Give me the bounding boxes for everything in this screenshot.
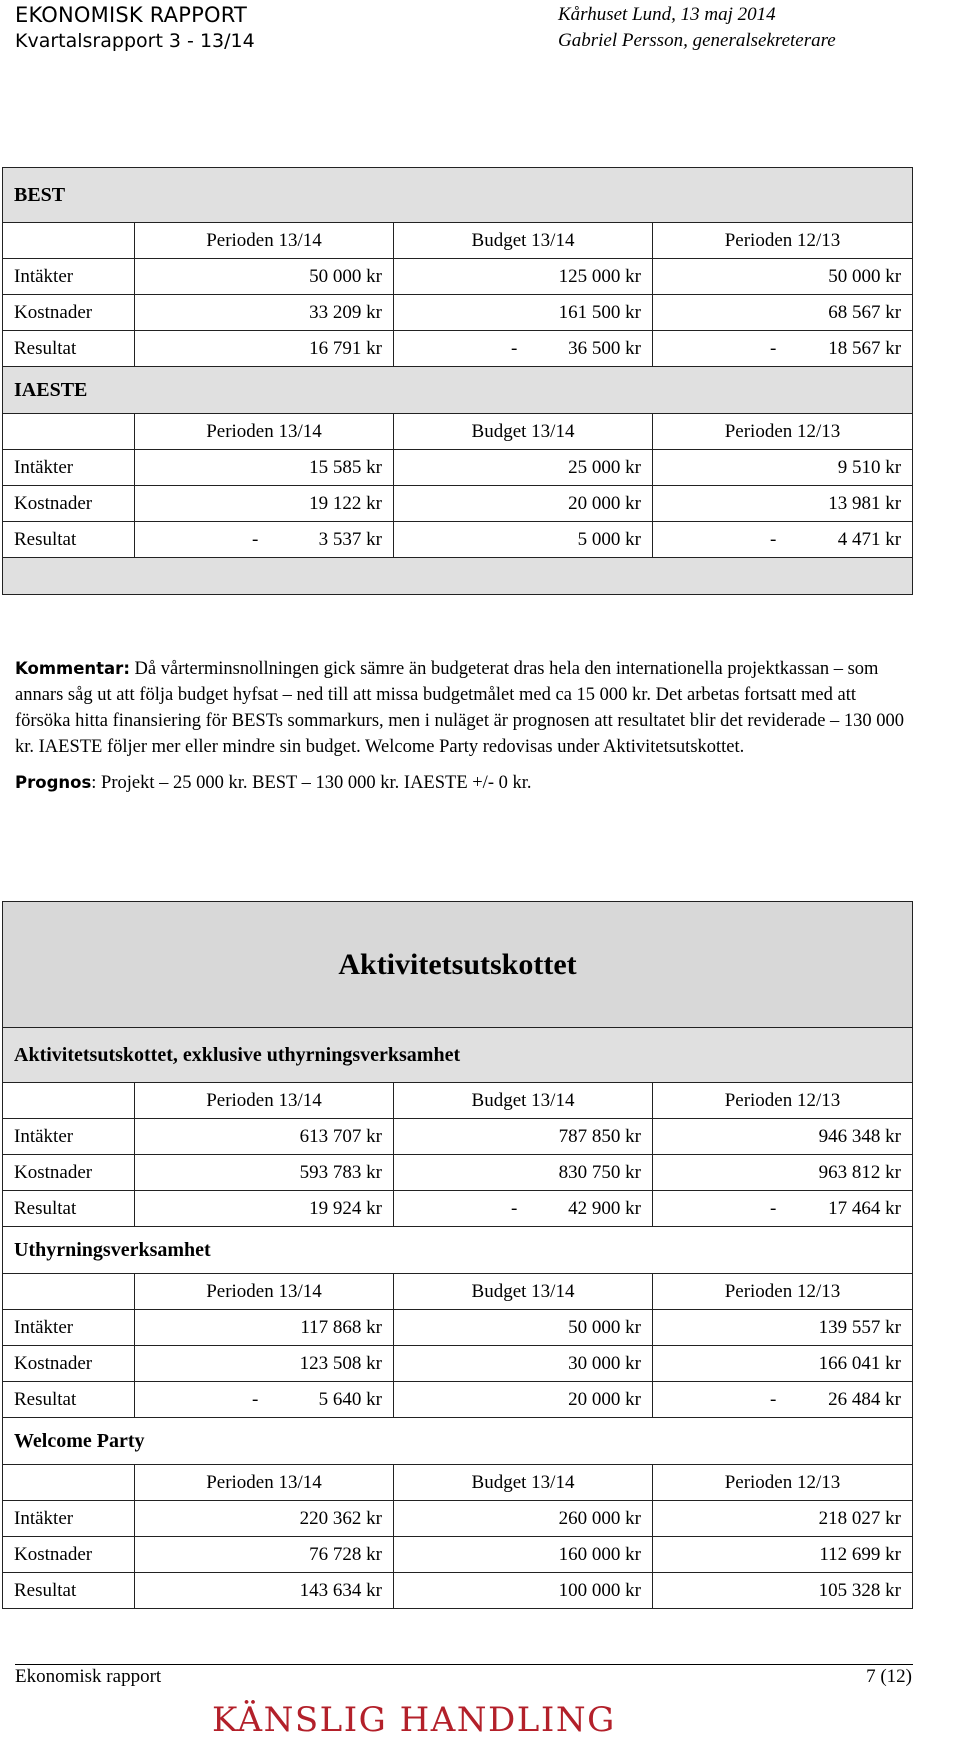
prognosis-label: Prognos <box>15 773 92 792</box>
col-header: Budget 13/14 <box>394 1465 653 1501</box>
cell: 42 900 kr <box>568 1197 641 1219</box>
cell: 260 000 kr <box>394 1501 653 1537</box>
cell: 125 000 kr <box>394 259 653 295</box>
row-label: Kostnader <box>3 1155 135 1191</box>
cell: 613 707 kr <box>135 1119 394 1155</box>
table-row <box>3 522 913 558</box>
table-row <box>3 1537 913 1573</box>
table-row <box>3 1573 913 1609</box>
col-header: Budget 13/14 <box>394 414 653 450</box>
minus-sign: - <box>770 528 777 550</box>
cell: 19 122 kr <box>135 486 394 522</box>
cell: 20 000 kr <box>394 486 653 522</box>
table-row <box>3 1155 913 1191</box>
cell: 5 640 kr <box>318 1388 382 1410</box>
cell: 26 484 kr <box>828 1388 901 1410</box>
prognosis-paragraph <box>15 770 915 796</box>
col-header: Perioden 12/13 <box>653 1465 913 1501</box>
col-header: Budget 13/14 <box>394 1083 653 1119</box>
table-row <box>3 331 913 367</box>
cell: 830 750 kr <box>394 1155 653 1191</box>
comment-label: Kommentar: <box>15 659 130 678</box>
minus-sign: - <box>770 1388 777 1410</box>
page-header-left <box>15 2 255 54</box>
minus-sign: - <box>511 337 518 359</box>
activity-title: Aktivitetsutskottet <box>3 902 913 1028</box>
activity-table <box>2 901 913 1609</box>
page-number: 7 (12) <box>866 1666 912 1687</box>
col-header: Perioden 13/14 <box>135 223 394 259</box>
minus-sign: - <box>770 1197 777 1219</box>
table-row <box>3 1191 913 1227</box>
cell: 16 791 kr <box>309 337 382 359</box>
table-row <box>3 295 913 331</box>
welcome-section-title: Welcome Party <box>3 1418 913 1465</box>
author: Gabriel Persson, generalsekreterare <box>558 30 836 51</box>
row-label: Kostnader <box>3 1346 135 1382</box>
cell: 218 027 kr <box>653 1501 913 1537</box>
best-section-title: BEST <box>3 168 913 223</box>
table-row <box>3 1346 913 1382</box>
cell: 68 567 kr <box>653 295 913 331</box>
row-label: Intäkter <box>3 1310 135 1346</box>
row-label: Resultat <box>3 1191 135 1227</box>
footer-divider <box>15 1664 913 1665</box>
cell: 143 634 kr <box>135 1573 394 1609</box>
comment-paragraph <box>15 656 915 760</box>
cell: 50 000 kr <box>394 1310 653 1346</box>
cell: 17 464 kr <box>828 1197 901 1219</box>
minus-sign: - <box>770 337 777 359</box>
row-label: Intäkter <box>3 259 135 295</box>
confidential-stamp: KÄNSLIG HANDLING <box>212 1700 616 1740</box>
table-row <box>3 486 913 522</box>
cell: 20 000 kr <box>568 1388 641 1410</box>
table-row <box>3 1382 913 1418</box>
col-header: Perioden 12/13 <box>653 1083 913 1119</box>
cell: 166 041 kr <box>653 1346 913 1382</box>
cell: 946 348 kr <box>653 1119 913 1155</box>
cell: 50 000 kr <box>653 259 913 295</box>
report-subtitle: Kvartalsrapport 3 - 13/14 <box>15 30 255 52</box>
cell: 19 924 kr <box>309 1197 382 1219</box>
col-header: Perioden 13/14 <box>135 1465 394 1501</box>
prognosis-text: : Projekt – 25 000 kr. BEST – 130 000 kr. IAESTE +/- 0 kr. <box>91 773 532 793</box>
page-header-right <box>558 2 836 54</box>
col-header: Budget 13/14 <box>394 223 653 259</box>
minus-sign: - <box>252 1388 259 1410</box>
cell: 161 500 kr <box>394 295 653 331</box>
cell: 593 783 kr <box>135 1155 394 1191</box>
cell: 105 328 kr <box>653 1573 913 1609</box>
cell: 160 000 kr <box>394 1537 653 1573</box>
row-label: Kostnader <box>3 1537 135 1573</box>
row-label: Kostnader <box>3 486 135 522</box>
cell: 220 362 kr <box>135 1501 394 1537</box>
table-row <box>3 1501 913 1537</box>
cell: 36 500 kr <box>568 337 641 359</box>
cell: 15 585 kr <box>135 450 394 486</box>
cell: 9 510 kr <box>653 450 913 486</box>
row-label: Resultat <box>3 522 135 558</box>
cell: 50 000 kr <box>135 259 394 295</box>
cell: 112 699 kr <box>653 1537 913 1573</box>
col-header: Perioden 13/14 <box>135 414 394 450</box>
cell: 18 567 kr <box>828 337 902 359</box>
excl-section-title: Aktivitetsutskottet, exklusive uthyrningsverksamhet <box>3 1028 913 1083</box>
row-label: Intäkter <box>3 1119 135 1155</box>
cell: 3 537 kr <box>318 528 382 550</box>
col-header: Perioden 12/13 <box>653 223 913 259</box>
col-header: Perioden 12/13 <box>653 1274 913 1310</box>
project-table <box>2 167 913 595</box>
iaeste-section-title: IAESTE <box>3 367 913 414</box>
row-label: Intäkter <box>3 1501 135 1537</box>
report-title: EKONOMISK RAPPORT <box>15 3 248 27</box>
cell: 787 850 kr <box>394 1119 653 1155</box>
footer-doc-name: Ekonomisk rapport <box>15 1666 162 1687</box>
cell: 30 000 kr <box>394 1346 653 1382</box>
cell: 963 812 kr <box>653 1155 913 1191</box>
row-label: Intäkter <box>3 450 135 486</box>
row-label: Resultat <box>3 1382 135 1418</box>
blank-footer-row <box>3 558 913 595</box>
cell: 25 000 kr <box>394 450 653 486</box>
cell: 123 508 kr <box>135 1346 394 1382</box>
minus-sign: - <box>511 1197 518 1219</box>
table-row <box>3 259 913 295</box>
col-header: Perioden 12/13 <box>653 414 913 450</box>
table-row <box>3 1119 913 1155</box>
cell: 33 209 kr <box>135 295 394 331</box>
col-header: Budget 13/14 <box>394 1274 653 1310</box>
minus-sign: - <box>252 528 259 550</box>
cell: 76 728 kr <box>135 1537 394 1573</box>
cell: 5 000 kr <box>577 528 641 550</box>
rental-section-title: Uthyrningsverksamhet <box>3 1227 913 1274</box>
cell: 139 557 kr <box>653 1310 913 1346</box>
comment-block <box>15 656 915 796</box>
col-header: Perioden 13/14 <box>135 1274 394 1310</box>
row-label: Resultat <box>3 1573 135 1609</box>
comment-text: Då vårterminsnollningen gick sämre än budgeterat dras hela den internationella projektkassan – som annars såg ut att följa budget hyfsat – ned till att missa budgetmålet med ca 15 000 kr. Det arbetas fortsatt med att försöka hitta finansiering för BESTs sommarkurs, men i nuläget är prognosen att resultatet blir det reviderade – 130 000 kr. IAESTE följer mer eller mindre sin budget. Welcome Party redovisas under Aktivitetsutskottet. <box>15 659 905 757</box>
cell: 4 471 kr <box>837 528 902 550</box>
row-label: Resultat <box>3 331 135 367</box>
cell: 117 868 kr <box>135 1310 394 1346</box>
place-date: Kårhuset Lund, 13 maj 2014 <box>558 4 776 25</box>
cell: 100 000 kr <box>394 1573 653 1609</box>
cell: 13 981 kr <box>653 486 913 522</box>
row-label: Kostnader <box>3 295 135 331</box>
col-header: Perioden 13/14 <box>135 1083 394 1119</box>
table-row <box>3 1310 913 1346</box>
table-row <box>3 450 913 486</box>
